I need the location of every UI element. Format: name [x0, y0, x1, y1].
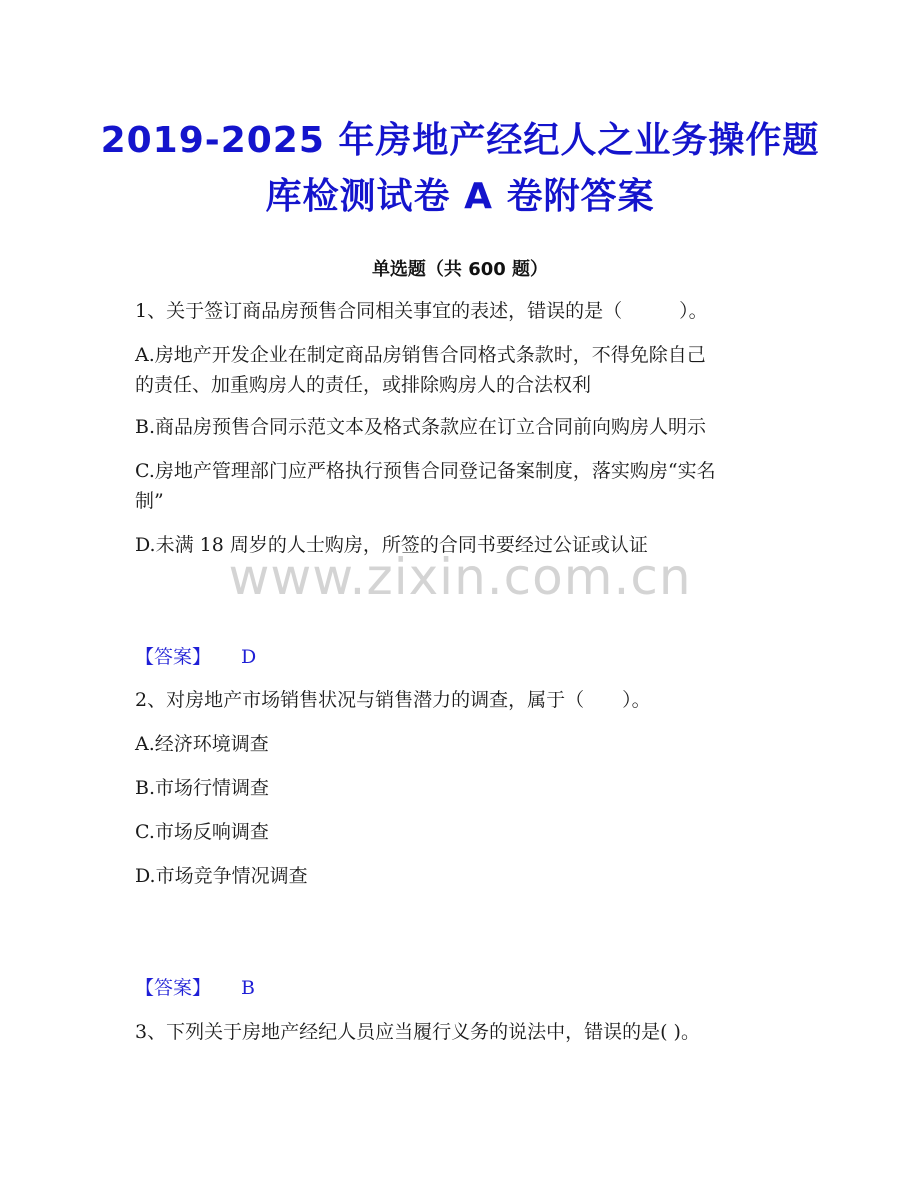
- answer-value: B: [241, 977, 255, 999]
- question-2-option-d: D.市场竞争情况调查: [135, 865, 308, 887]
- document-title-line-2: 库检测试卷 A 卷附答案: [265, 176, 655, 217]
- question-2-answer: [135, 973, 255, 1003]
- question-1-option-b: B.商品房预售合同示范文本及格式条款应在订立合同前向购房人明示: [135, 416, 707, 438]
- question-1-option-a-line-2: 的责任、加重购房人的责任，或排除购房人的合法权利: [135, 374, 592, 396]
- question-1-stem: 1、关于签订商品房预售合同相关事宜的表述，错误的是（ ）。: [135, 300, 708, 322]
- answer-label: 【答案】: [135, 646, 212, 668]
- document-title-line-1: 2019-2025 年房地产经纪人之业务操作题: [100, 120, 820, 161]
- question-2-option-b: B.市场行情调查: [135, 777, 270, 799]
- answer-value: D: [241, 646, 257, 668]
- section-heading: 单选题（共 600 题）: [371, 259, 549, 280]
- answer-label: 【答案】: [135, 977, 212, 999]
- question-2-stem: 2、对房地产市场销售状况与销售潜力的调查，属于（ ）。: [135, 689, 651, 711]
- question-2-option-c: C.市场反响调查: [135, 821, 269, 843]
- question-1-option-c-line-2: 制”: [135, 490, 164, 512]
- question-1-option-d: D.未满 18 周岁的人士购房，所签的合同书要经过公证或认证: [135, 534, 648, 556]
- question-1-option-a-line-1: A.房地产开发企业在制定商品房销售合同格式条款时，不得免除自己: [135, 344, 706, 366]
- question-1-answer: [135, 642, 256, 672]
- watermark: www.zixin.com.cn: [228, 548, 692, 606]
- question-3-stem: 3、下列关于房地产经纪人员应当履行义务的说法中，错误的是( )。: [135, 1021, 700, 1043]
- question-2-option-a: A.经济环境调查: [135, 733, 269, 755]
- question-1-option-c-line-1: C.房地产管理部门应严格执行预售合同登记备案制度，落实购房“实名: [135, 460, 716, 482]
